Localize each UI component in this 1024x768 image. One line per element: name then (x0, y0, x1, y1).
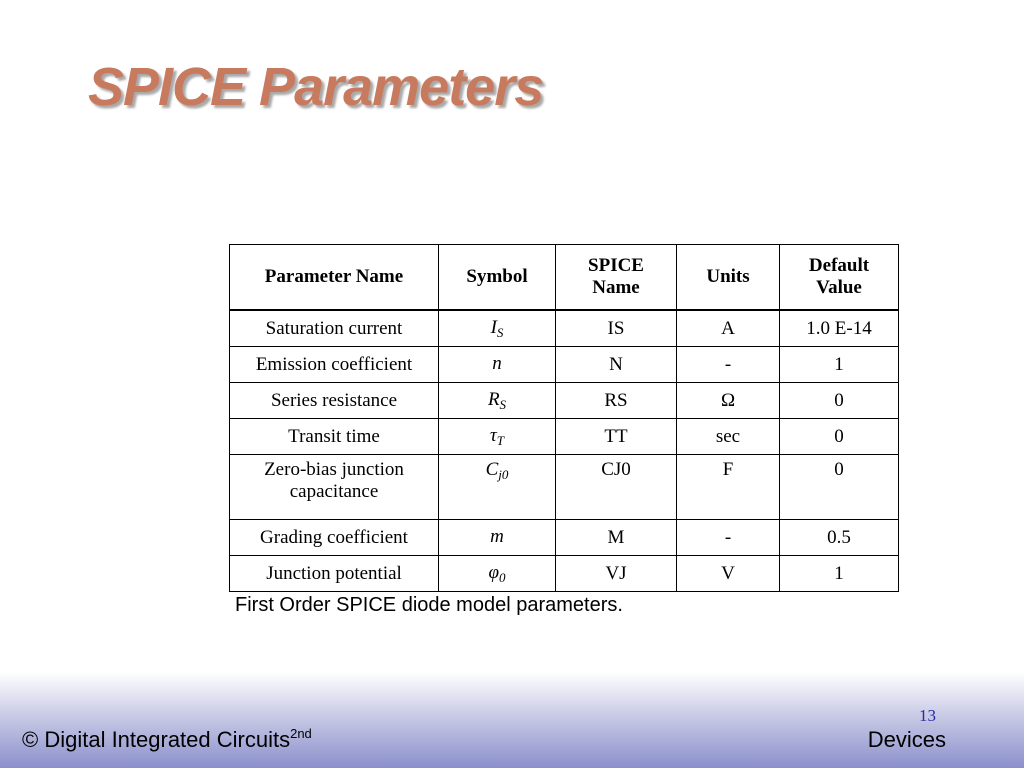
table-header-row (230, 245, 899, 310)
footer-band (0, 672, 1024, 768)
footer-edition-superscript: 2nd (290, 726, 312, 741)
param-symbol: n (439, 347, 556, 383)
param-default: 0.5 (780, 520, 899, 556)
param-symbol: $R_S$ (439, 383, 556, 419)
param-name (230, 455, 439, 520)
param-symbol: $\tau_T$ (439, 419, 556, 455)
header-symbol: Symbol (439, 245, 556, 310)
param-default: 1 (780, 347, 899, 383)
table-row (230, 311, 899, 347)
param-name: Grading coefficient (230, 520, 439, 556)
param-spice-name: M (556, 520, 677, 556)
param-units: - (677, 347, 780, 383)
param-name: Series resistance (230, 383, 439, 419)
param-default: 1.0 E-14 (780, 311, 899, 347)
param-units: sec (677, 419, 780, 455)
param-symbol: $I_S$ (439, 311, 556, 347)
param-symbol: $\varphi_0$ (439, 556, 556, 592)
param-name: Emission coefficient (230, 347, 439, 383)
table-row (230, 520, 899, 556)
table-row (230, 383, 899, 419)
page-number: 13 (919, 706, 936, 725)
param-default: 0 (780, 419, 899, 455)
header-default-line2: Value (816, 277, 862, 298)
param-name-line2: capacitance (289, 481, 379, 502)
param-units: - (677, 520, 780, 556)
table-row (230, 347, 899, 383)
param-units: A (677, 311, 780, 347)
footer-copyright (22, 726, 312, 753)
param-name: Junction potential (230, 556, 439, 592)
header-parameter-name: Parameter Name (230, 245, 439, 310)
parameters-table-container (229, 244, 899, 592)
param-name-line1: Zero-bias junction (264, 459, 404, 480)
param-spice-name: CJ0 (556, 455, 677, 520)
param-spice-name: IS (556, 311, 677, 347)
param-default: 0 (780, 455, 899, 520)
header-spice-line1: SPICE (588, 255, 644, 276)
table-row (230, 556, 899, 592)
header-default-line1: Default (808, 255, 870, 276)
param-symbol: $C_{j0}$ (439, 455, 556, 520)
footer-section-label: Devices (867, 727, 946, 752)
param-units: Ω (677, 383, 780, 419)
param-units: V (677, 556, 780, 592)
table-row (230, 455, 899, 520)
header-spice-name (556, 245, 677, 310)
param-name: Saturation current (230, 311, 439, 347)
slide-title: SPICE Parameters (88, 57, 544, 117)
header-units: Units (677, 245, 780, 310)
param-units: F (677, 455, 780, 520)
param-spice-name: VJ (556, 556, 677, 592)
header-spice-line2: Name (592, 277, 640, 298)
param-symbol: m (439, 520, 556, 556)
param-name: Transit time (230, 419, 439, 455)
table-caption: First Order SPICE diode model parameters. (235, 594, 623, 616)
param-default: 0 (780, 383, 899, 419)
param-spice-name: N (556, 347, 677, 383)
table-row (230, 419, 899, 455)
spice-parameters-table (229, 244, 899, 592)
footer-copyright-text: © Digital Integrated Circuits (22, 727, 291, 752)
header-default-value (780, 245, 899, 310)
param-default: 1 (780, 556, 899, 592)
param-spice-name: RS (556, 383, 677, 419)
param-spice-name: TT (556, 419, 677, 455)
